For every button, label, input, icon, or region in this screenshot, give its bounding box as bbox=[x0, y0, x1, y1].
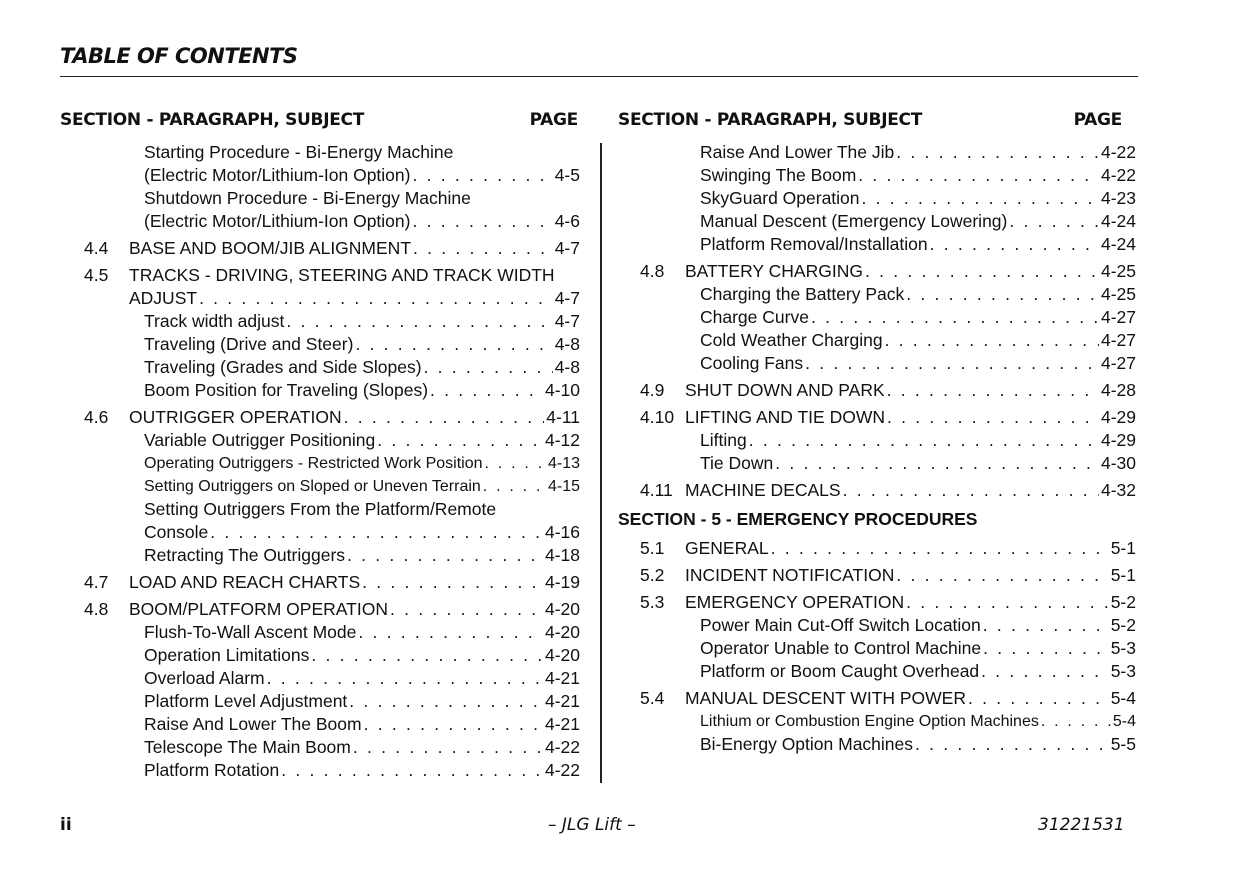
toc-entry: Platform Level Adjustment . . . 4-21 bbox=[60, 690, 580, 713]
toc-entry: 5.1 GENERAL . . . 5-1 bbox=[618, 537, 1136, 560]
toc-entry: 4.4 BASE AND BOOM/JIB ALIGNMENT . . . 4-7 bbox=[60, 237, 580, 260]
toc-entry: 4.6 OUTRIGGER OPERATION . . . 4-11 bbox=[60, 406, 580, 429]
toc-entry: Flush-To-Wall Ascent Mode . . . 4-20 bbox=[60, 621, 580, 644]
toc-entry: (Electric Motor/Lithium-Ion Option) . . . 4-5 bbox=[60, 164, 580, 187]
heading-subject: SECTION - PARAGRAPH, SUBJECT bbox=[618, 110, 923, 130]
column-heading bbox=[618, 100, 1136, 140]
toc-column-left bbox=[60, 100, 580, 782]
toc-entry: 5.4 MANUAL DESCENT WITH POWER . . . 5-4 bbox=[618, 687, 1136, 710]
section-heading: SECTION - 5 - EMERGENCY PROCEDURES bbox=[618, 509, 978, 529]
heading-page: PAGE bbox=[1073, 110, 1122, 130]
toc-entry: Operation Limitations . . . 4-20 bbox=[60, 644, 580, 667]
toc-entry: Starting Procedure - Bi-Energy Machine bbox=[144, 142, 454, 162]
toc-entry: 4.5 TRACKS - DRIVING, STEERING AND TRACK WIDTH bbox=[84, 265, 555, 285]
footer-page-number: ii bbox=[60, 815, 72, 835]
toc-entry: Platform Rotation . . . 4-22 bbox=[60, 759, 580, 782]
toc-entry: Bi-Energy Option Machines . . . 5-5 bbox=[618, 733, 1136, 756]
toc-entry: 4.11 MACHINE DECALS . . . 4-32 bbox=[618, 479, 1136, 502]
toc-entry: Retracting The Outriggers . . . 4-18 bbox=[60, 544, 580, 567]
toc-entry: Lithium or Combustion Engine Option Machines . . . 5-4 bbox=[618, 710, 1136, 733]
toc-entry: Raise And Lower The Boom . . . 4-21 bbox=[60, 713, 580, 736]
footer-brand: – JLG Lift – bbox=[548, 815, 636, 835]
toc-entry: Traveling (Drive and Steer) . . . 4-8 bbox=[60, 333, 580, 356]
toc-entry: Variable Outrigger Positioning . . . 4-12 bbox=[60, 429, 580, 452]
toc-entry: SkyGuard Operation . . . 4-23 bbox=[618, 187, 1136, 210]
toc-entry: Console . . . 4-16 bbox=[60, 521, 580, 544]
toc-entry: Operating Outriggers - Restricted Work Position . . . 4-13 bbox=[60, 452, 580, 475]
toc-entry: Manual Descent (Emergency Lowering) . . . 4-24 bbox=[618, 210, 1136, 233]
header-rule bbox=[60, 76, 1138, 77]
toc-entry: Raise And Lower The Jib . . . 4-22 bbox=[618, 141, 1136, 164]
toc-entry: Cold Weather Charging . . . 4-27 bbox=[618, 329, 1136, 352]
toc-entry: Traveling (Grades and Side Slopes) . . . 4-8 bbox=[60, 356, 580, 379]
toc-column-right bbox=[618, 100, 1136, 756]
column-heading bbox=[60, 100, 580, 140]
toc-entry: Boom Position for Traveling (Slopes) . . . 4-10 bbox=[60, 379, 580, 402]
toc-entry: 4.10 LIFTING AND TIE DOWN . . . 4-29 bbox=[618, 406, 1136, 429]
toc-entry: Charge Curve . . . 4-27 bbox=[618, 306, 1136, 329]
toc-entry: Power Main Cut-Off Switch Location . . . 5-2 bbox=[618, 614, 1136, 637]
toc-entry: 4.7 LOAD AND REACH CHARTS . . . 4-19 bbox=[60, 571, 580, 594]
toc-entry: Telescope The Main Boom . . . 4-22 bbox=[60, 736, 580, 759]
toc-entry: 5.3 EMERGENCY OPERATION . . . 5-2 bbox=[618, 591, 1136, 614]
toc-entry: Overload Alarm . . . 4-21 bbox=[60, 667, 580, 690]
toc-entry: ADJUST . . . 4-7 bbox=[60, 287, 580, 310]
toc-entry: Platform or Boom Caught Overhead . . . 5-3 bbox=[618, 660, 1136, 683]
toc-entry: 4.8 BATTERY CHARGING . . . 4-25 bbox=[618, 260, 1136, 283]
footer-doc-number: 31221531 bbox=[1038, 815, 1125, 835]
toc-entry: Track width adjust . . . 4-7 bbox=[60, 310, 580, 333]
toc-entry: Platform Removal/Installation . . . 4-24 bbox=[618, 233, 1136, 256]
toc-entry: Setting Outriggers on Sloped or Uneven Terrain . . . 4-15 bbox=[60, 475, 580, 498]
heading-subject: SECTION - PARAGRAPH, SUBJECT bbox=[60, 110, 365, 130]
toc-entry: Tie Down . . . 4-30 bbox=[618, 452, 1136, 475]
column-divider bbox=[600, 143, 602, 783]
toc-entry: (Electric Motor/Lithium-Ion Option) . . . 4-6 bbox=[60, 210, 580, 233]
toc-entry: Charging the Battery Pack . . . 4-25 bbox=[618, 283, 1136, 306]
toc-entry: Shutdown Procedure - Bi-Energy Machine bbox=[144, 188, 471, 208]
page-title: TABLE OF CONTENTS bbox=[60, 44, 298, 68]
toc-entry: 4.8 BOOM/PLATFORM OPERATION . . . 4-20 bbox=[60, 598, 580, 621]
toc-entry: Setting Outriggers From the Platform/Remote bbox=[144, 499, 497, 519]
toc-entry: 5.2 INCIDENT NOTIFICATION . . . 5-1 bbox=[618, 564, 1136, 587]
toc-entry: Cooling Fans . . . 4-27 bbox=[618, 352, 1136, 375]
toc-entry: Operator Unable to Control Machine . . . 5-3 bbox=[618, 637, 1136, 660]
toc-entry: 4.9 SHUT DOWN AND PARK . . . 4-28 bbox=[618, 379, 1136, 402]
toc-entry: Swinging The Boom . . . 4-22 bbox=[618, 164, 1136, 187]
toc-entry: Lifting . . . 4-29 bbox=[618, 429, 1136, 452]
heading-page: PAGE bbox=[529, 110, 578, 130]
